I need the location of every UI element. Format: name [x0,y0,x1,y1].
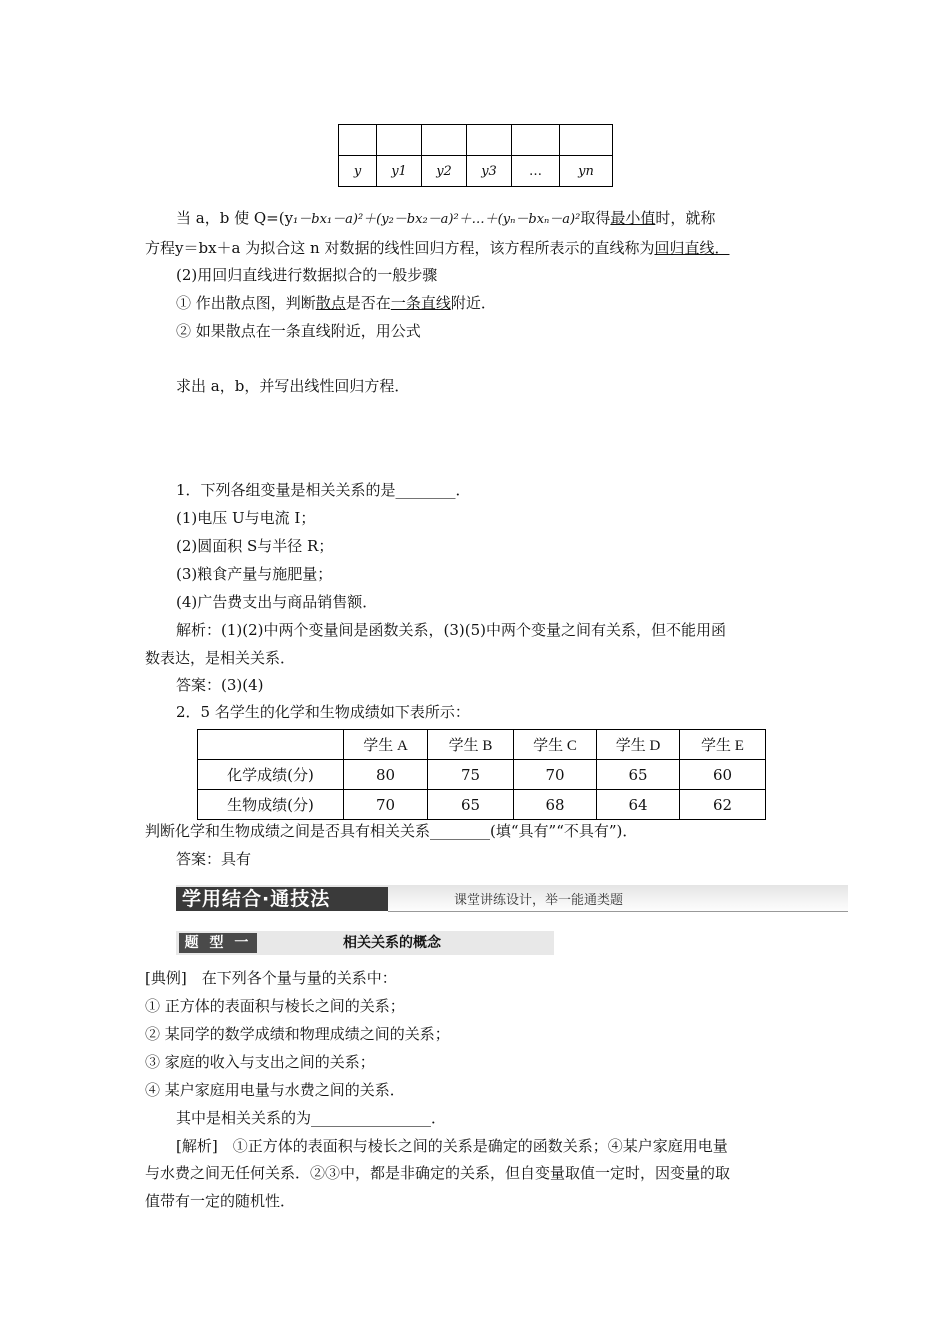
step-1 [176,293,496,313]
scatter-term: 散点 [315,294,346,312]
table-cell: 65 [597,760,680,790]
table-header-cell: 学生 E [680,730,766,760]
table-cell: … [512,156,560,187]
example-analysis: 与水费之间无任何关系．②③中，都是非确定的关系，但自变量取值一定时，因变量的取 [145,1164,731,1182]
table-header-cell: 学生 C [514,730,597,760]
banner-rule [388,911,848,912]
table-cell: 60 [680,760,766,790]
question-1-stem: 1．下列各组变量是相关关系的是________． [176,481,471,499]
table-cell: 70 [344,790,428,820]
example-item: ② 某同学的数学成绩和物理成绩之间的关系； [145,1025,450,1043]
step-3: 求出 a，b，并写出线性回归方程． [176,377,410,395]
table-cell: y1 [377,156,422,187]
xy-data-table [338,124,613,187]
step-1-text: 是否在 [345,294,391,312]
question-1-option: (3)粮食产量与施肥量； [176,565,333,583]
step-1-text: ① 作出散点图，判断 [176,294,316,312]
question-1-answer: 答案：(3)(4) [176,676,264,694]
question-2-answer: 答案：具有 [176,850,252,868]
table-row-label: 生物成绩(分) [198,790,344,820]
regression-definition-line2 [145,238,729,258]
scores-table [197,729,766,820]
table-header-cell: 学生 D [597,730,680,760]
table-header-cell: 学生 B [428,730,514,760]
question-1-option: (2)圆面积 S与半径 R； [176,537,334,555]
banner-title-box [176,887,388,911]
table-cell: 65 [428,790,514,820]
min-value-term: 最小值 [610,209,656,227]
table-cell: 62 [680,790,766,820]
example-intro: [典例] 在下列各个量与量的关系中： [145,969,397,987]
banner-subtitle: 课堂讲练设计，举一能通类题 [454,893,624,908]
table-cell: 75 [428,760,514,790]
step-title: (2)用回归直线进行数据拟合的一般步骤 [176,266,438,284]
table-cell: 64 [597,790,680,820]
type-title: 相关关系的概念 [343,935,441,951]
table-row-label: 化学成绩(分) [198,760,344,790]
step-1-text: 附近． [450,294,496,312]
example-analysis: 值带有一定的随机性． [145,1192,296,1210]
question-1-option: (1)电压 U与电流 I； [176,509,316,527]
table-row [198,760,766,790]
question-1-analysis: 数表达，是相关关系． [145,649,296,667]
line-end-text: 时，就称 [655,209,716,227]
example-question: 其中是相关关系的为________________． [176,1109,447,1127]
banner-title: 学用结合·通技法 [182,888,331,910]
table-cell: y2 [422,156,467,187]
example-item: ③ 家庭的收入与支出之间的关系； [145,1053,375,1071]
table-cell: 68 [514,790,597,820]
question-1-option: (4)广告费支出与商品销售额． [176,593,378,611]
table-cell: 80 [344,760,428,790]
regression-definition-line1 [176,208,715,230]
type-tag: 题 型 一 [179,933,257,953]
formula-body: ₁－bx₁－a)²＋(y₂－bx₂－a)²＋…＋(yₙ－bxₙ－a)² [293,212,581,227]
table-header-cell: 学生 A [344,730,428,760]
question-1-analysis: 解析：(1)(2)中两个变量间是函数关系，(3)(5)中两个变量之间有关系，但不能用函 [176,621,726,639]
table-cell: yn [560,156,613,187]
table-header-row [198,730,766,760]
step-2: ② 如果散点在一条直线附近，用公式 [176,322,421,340]
line-text: 方程y＝bx＋a 为拟合这 n 对数据的线性回归方程，该方程所表示的直线称为 [145,239,655,257]
example-analysis: [解析] ①正方体的表面积与棱长之间的关系是确定的函数关系；④某户家庭用电量 [176,1137,728,1155]
example-item: ① 正方体的表面积与棱长之间的关系； [145,997,405,1015]
straight-line-term: 一条直线 [390,294,451,312]
regression-line-term: 回归直线． [654,239,730,257]
table-row-label: y [339,156,377,187]
formula-lead: 当 a，b 使 Q=(y [176,209,294,227]
table-cell: y3 [467,156,512,187]
question-type-bar [176,931,554,955]
question-2-judge: 判断化学和生物成绩之间是否具有相关关系________(填“具有”“不具有”)． [145,822,638,840]
formula-tail: 取得 [580,209,611,227]
section-banner [176,885,848,913]
example-item: ④ 某户家庭用电量与水费之间的关系． [145,1081,405,1099]
table-header-cell [198,730,344,760]
table-row [198,790,766,820]
table-cell: 70 [514,760,597,790]
question-2-stem: 2．5 名学生的化学和生物成绩如下表所示： [176,703,470,721]
